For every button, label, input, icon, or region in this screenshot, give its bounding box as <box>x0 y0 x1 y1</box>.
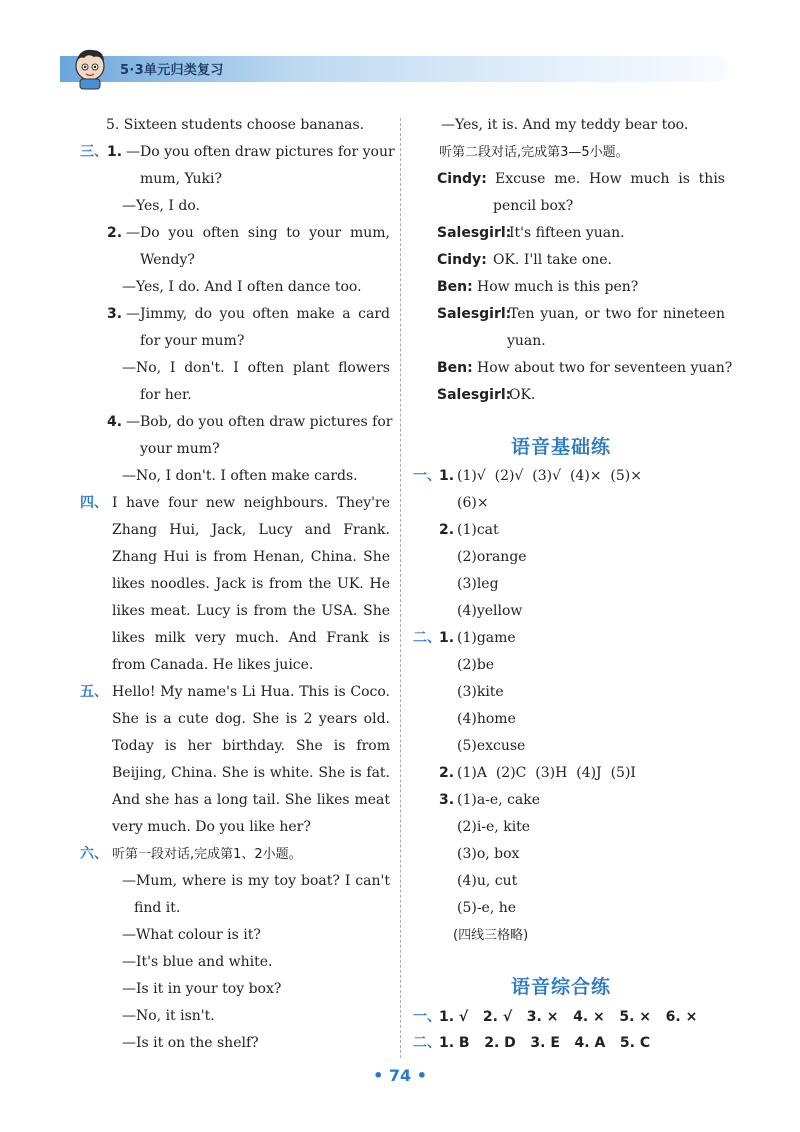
text-line: Today is her birthday. She is from <box>112 738 390 754</box>
speaker-name: Ben: <box>437 360 473 376</box>
question-number: 1. <box>439 630 455 646</box>
text-line: for your mum? <box>140 333 245 349</box>
text-line: Wendy? <box>140 252 195 268</box>
mascot-icon <box>66 44 114 92</box>
text-line: likes milk very much. And Frank is <box>112 630 390 646</box>
text-line: find it. <box>134 900 181 916</box>
text-line: —No, I don't. I often make cards. <box>122 468 358 484</box>
page-number: • 74 • <box>373 1066 427 1085</box>
section-marker: 一、 <box>413 1009 441 1025</box>
question-number: 2. <box>107 225 123 241</box>
text-line: She is a cute dog. She is 2 years old. <box>112 711 390 727</box>
section-title: 语音综合练 <box>511 976 612 998</box>
text-line: Hello! My name's Li Hua. This is Coco. <box>112 684 390 700</box>
text-line: And she has a long tail. She likes meat <box>112 792 390 808</box>
answer-line: (4)yellow <box>457 603 523 619</box>
text-line: Zhang Hui, Jack, Lucy and Frank. <box>112 522 390 538</box>
answer-line: (1)A (2)C (3)H (4)J (5)I <box>457 765 636 781</box>
text-line: —Do you often draw pictures for your <box>126 144 395 160</box>
text-line: OK. I'll take one. <box>493 252 612 268</box>
speaker-name: Salesgirl: <box>437 306 512 322</box>
text-line: likes noodles. Jack is from the UK. He <box>112 576 390 592</box>
question-number: 2. <box>439 522 455 538</box>
answer-line: (2)i-e, kite <box>457 819 531 835</box>
header-title: 5·3单元归类复习 <box>120 63 224 78</box>
answer-line: (6)× <box>457 495 489 511</box>
section-title: 语音基础练 <box>511 436 612 458</box>
answer-note: (四线三格略) <box>453 928 529 943</box>
answer-line: (2)be <box>457 657 495 673</box>
text-line: Zhang Hui is from Henan, China. She <box>112 549 390 565</box>
text-line: —Is it on the shelf? <box>122 1035 259 1051</box>
answer-line: (1)a-e, cake <box>457 792 541 808</box>
text-line: Beijing, China. She is white. She is fat. <box>112 765 390 781</box>
section-marker: 三、 <box>80 144 108 160</box>
text-line: your mum? <box>140 441 220 457</box>
speaker-name: Ben: <box>437 279 473 295</box>
question-number: 1. <box>439 468 455 484</box>
text-line: —No, it isn't. <box>122 1008 215 1024</box>
speaker-name: Salesgirl: <box>437 387 512 403</box>
text-line: —Mum, where is my toy boat? I can't <box>122 873 390 889</box>
text-line: —Do you often sing to your mum, <box>126 225 390 241</box>
text-line: yuan. <box>507 333 546 349</box>
answer-line: (3)kite <box>457 684 504 700</box>
answer-line: (2)orange <box>457 549 527 565</box>
text-line: mum, Yuki? <box>140 171 222 187</box>
text-line: I have four new neighbours. They're <box>112 495 390 511</box>
text-line: from Canada. He likes juice. <box>112 657 314 673</box>
question-number: 4. <box>107 414 123 430</box>
answer-line: (5)excuse <box>457 738 526 754</box>
text-line: —Bob, do you often draw pictures for <box>126 414 393 430</box>
answer-line: (3)o, box <box>457 846 520 862</box>
answer-line: (3)leg <box>457 576 499 592</box>
question-number: 2. <box>439 765 455 781</box>
text-line: How about two for seventeen yuan? <box>477 360 733 376</box>
text-line: —It's blue and white. <box>122 954 273 970</box>
text-line: OK. <box>509 387 536 403</box>
answer-line: (4)u, cut <box>457 873 518 889</box>
text-line: 5. Sixteen students choose bananas. <box>106 117 365 133</box>
section-marker: 二、 <box>413 1035 441 1051</box>
text-line: —No, I don't. I often plant flowers <box>122 360 390 376</box>
answer-line: (1)√ (2)√ (3)√ (4)× (5)× <box>457 468 642 484</box>
text-line: Excuse me. How much is this <box>495 171 725 187</box>
answer-line: (4)home <box>457 711 516 727</box>
section-marker: 一、 <box>413 468 441 484</box>
speaker-name: Cindy: <box>437 252 487 268</box>
speaker-name: Cindy: <box>437 171 487 187</box>
section-marker: 四、 <box>80 495 108 511</box>
question-number: 1. <box>107 144 123 160</box>
answer-line: 1. B 2. D 3. E 4. A 5. C <box>439 1035 651 1051</box>
column-divider <box>400 118 401 1058</box>
text-line: How much is this pen? <box>477 279 639 295</box>
text-line: —Is it in your toy box? <box>122 981 282 997</box>
text-line: Ten yuan, or two for nineteen <box>509 306 725 322</box>
text-line: likes meat. Lucy is from the USA. She <box>112 603 390 619</box>
text-line: —Yes, it is. And my teddy bear too. <box>441 117 689 133</box>
answer-line: (1)game <box>457 630 516 646</box>
text-line: very much. Do you like her? <box>112 819 311 835</box>
section-marker: 六、 <box>80 846 108 862</box>
question-number: 3. <box>107 306 123 322</box>
section-marker: 二、 <box>413 630 441 646</box>
question-number: 3. <box>439 792 455 808</box>
text-line: It's fifteen yuan. <box>509 225 625 241</box>
answer-line: (1)cat <box>457 522 499 538</box>
instruction-line: 听第一段对话,完成第1、2小题。 <box>112 847 302 862</box>
text-line: pencil box? <box>493 198 574 214</box>
instruction-line: 听第二段对话,完成第3—5小题。 <box>439 145 629 160</box>
section-marker: 五、 <box>80 684 108 700</box>
answer-line: 1. √ 2. √ 3. × 4. × 5. × 6. × <box>439 1009 698 1025</box>
text-line: —Yes, I do. And I often dance too. <box>122 279 362 295</box>
text-line: —Jimmy, do you often make a card <box>126 306 390 322</box>
text-line: —What colour is it? <box>122 927 261 943</box>
answer-line: (5)-e, he <box>457 900 517 916</box>
text-line: for her. <box>140 387 192 403</box>
text-line: —Yes, I do. <box>122 198 200 214</box>
speaker-name: Salesgirl: <box>437 225 512 241</box>
